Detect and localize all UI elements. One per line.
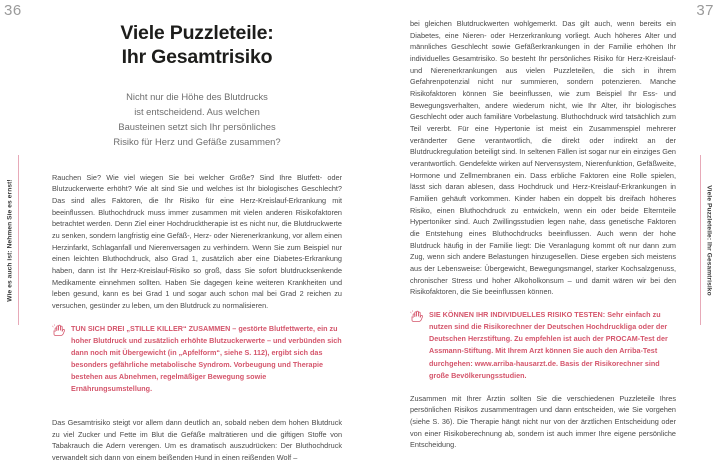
headline-line-2: Ihr Gesamtrisiko	[121, 45, 273, 68]
standfirst	[52, 89, 342, 150]
paragraph: Das Gesamtrisiko steigt vor allem dann deutlich an, sobald neben dem hohen Blutdruck zu viel Zucker und Fette im Blut die Gefäße malträtieren und die giftigen Stoffe von Tabakrauch die Adern verengen. Um es dramatisch auszudrücken: Der Bluthochdruck verwandelt sich dann von einem beißenden Hund in einen reißenden Wolf –	[52, 418, 342, 463]
pointing-hand-icon	[52, 324, 66, 337]
callout-right-lead: SIE KÖNNEN IHR INDIVIDUELLES RISIKO TESTEN:	[429, 310, 606, 320]
paragraph: Zusammen mit Ihrer Ärztin sollten Sie die verschiedenen Puzzleteile Ihres persönlichen Risikos zusammentragen und dann entscheiden, wie Sie vorgehen (siehe S. 36). Die Therapie hängt nicht nur von der ärztlichen Entscheidung oder von einer Risikoberechnung ab, sondern ist auch immer Ihre eigene persönliche Entscheidung.	[410, 393, 676, 450]
callout-right-text	[429, 309, 676, 382]
standfirst-line-2: ist entscheidend. Aus welchen	[134, 105, 260, 117]
headline-line-1: Viele Puzzleteile:	[120, 22, 274, 44]
paragraph: Rauchen Sie? Wie viel wiegen Sie bei welcher Größe? Sind Ihre Blutfett- oder Blutzuckerwerte erhöht? Wie alt sind Sie und welches ist Ihr biologisches Geschlecht? Das sind alles Faktoren, die Ihr Risiko für eine Herz-Kreislauf-Erkrankung mit beeinflussen. Bluthochdruck muss immer zusammen mit vielen anderen Risikofaktoren betrachtet werden. Denn Ziel einer Hochdrucktherapie ist es nicht nur, die Blutdruckwerte zu senken, sondern langfristig eine Gefäß-, Herz- oder Nierenerkrankung, vor allem einen Herzinfarkt, Schlaganfall und Nierenversagen zu verhindern. Wenn Sie zum Beispiel nur einen leichten Bluthochdruck, also Grad 1, zusätzlich aber eine Diabetes-Erkrankung haben, dann ist Ihr Herz-Kreislauf-Risiko so groß, dass Sie sofort blutdrucksenkende Medikamente einnehmen sollten. Haben Sie dagegen keine weiteren Krankheiten und leben gesund, kann es bei Grad 1 und sogar auch schon mal bei Grad 2 reichen zu versuchen, gesünder zu leben, um den Blutdruck zu normalisieren.	[52, 172, 342, 310]
callout-left	[52, 323, 342, 396]
pointing-hand-icon	[410, 310, 424, 323]
left-body-text-2	[52, 417, 342, 464]
side-tab-left-label: Wie es auch ist: Nehmen Sie es ernst!	[6, 178, 14, 302]
page-title	[52, 22, 342, 70]
page-left	[0, 0, 360, 463]
page-right	[360, 0, 720, 451]
page-number-left: 36	[4, 2, 22, 19]
callout-right-body: Sehr einfach zu nutzen sind die Risikorechner der Deutschen Hochdruckliga oder der Deutschen Herzstiftung. Zu empfehlen ist auch der PROCAM-Test der Assmann-Stiftung. Mit Ihrem Arzt können Sie auch den Arriba-Test durchgehen: www.arriba-hausarzt.de. Basis der Risikorechner sind große Bevölkerungsstudien.	[429, 310, 668, 380]
page-number-right: 37	[696, 2, 714, 19]
right-body-text	[410, 18, 676, 298]
callout-right	[410, 309, 676, 382]
callout-left-body: – gestörte Blutfettwerte, ein zu hoher Blutdruck und zusätzlich erhöhte Blutzuckerwerte – und verbünden sich dann noch mit Übergewicht (in „Apfelform“, siehe S. 112), ergibt sich das besonders gefährliche metabolische Syndrom. Vorbeugung und Therapie bestehen aus Abnehmen, regelmäßiger Bewegung sowie Ernährungsumstellung.	[71, 323, 342, 394]
side-tab-right-label: Viele Puzzleteile: Ihr Gesamtrisiko	[705, 184, 713, 296]
standfirst-line-1: Nicht nur die Höhe des Blutdrucks	[126, 90, 268, 102]
standfirst-line-4: Risiko für Herz und Gefäße zusammen?	[113, 136, 281, 148]
callout-left-lead: TUN SICH DREI „STILLE KILLER“ ZUSAMMEN	[71, 323, 231, 333]
callout-left-text	[71, 323, 342, 396]
paragraph: bei gleichen Blutdruckwerten wohlgemerkt. Das gilt auch, wenn bereits ein Diabetes, eine Nieren- oder Herzerkrankung vorliegt. Auch höheres Alter und männliches Geschlecht sowie Gefäßerkrankungen in der Familie erhöhen Ihr individuelles Gesamtrisiko. So besteht Ihr persönliches Risiko für Herz-Kreislauf- und Nierenerkrankungen aus vielen Puzzleteilen, die sich in ihrem Gefahrenpotenzial nicht nur summieren, sondern potenzieren. Manche Risikofaktoren können Sie beeinflussen, wie zum Beispiel Ihr Ess- und Bewegungsverhalten, andere wiederum nicht, wie Ihr Alter, ihr biologisches Geschlecht oder auch familiäre Vorbelastung. Bluthochdruck wird tatsächlich zum Teil vererbt. Für eine Hypertonie ist meist ein Zusammenspiel mehrerer veränderter Gene verantwortlich, die direkt oder indirekt an der Blutdruckregulation beteiligt sind. In seltenen Fällen ist sogar nur ein einziges Gen verantwortlich. Gendefekte wirken auf Nervensystem, Nierenfunktion, Gefäßweite, Hormone und Zellmembranen ein. Dass erbliche Faktoren eine Rolle spielen, lässt sich daran ablesen, dass Hochdruck und Herz-Kreislauf-Erkrankungen in Familien gehäuft vorkommen. Kinder haben ein doppelt bis dreifach höheres Risiko, einen Bluthochdruck zu entwickeln, wenn ein oder beide Elternteile Hypertoniker sind. Auch Zwillingsstudien legen nahe, dass genetische Faktoren die Entstehung eines Bluthochdrucks beeinflussen. Auch wenn der hohe Blutdruck häufig in der Familie liegt: Die Veranlagung kommt oft nur dann zum Zug, wenn sich andere Belastungen hinzugesellen. Diese ergeben sich meistens aus der Lebensweise: Übergewicht, Bewegungsmangel, starker Kochsalzgenuss, chronischer Stress und hoher Alkoholkonsum – und damit wären wir bei den Risikofaktoren, die Sie beeinflussen können.	[410, 19, 676, 297]
right-body-text-2	[410, 393, 676, 451]
standfirst-line-3: Bausteinen setzt sich Ihr persönliches	[118, 121, 276, 133]
left-body-text	[52, 172, 342, 312]
